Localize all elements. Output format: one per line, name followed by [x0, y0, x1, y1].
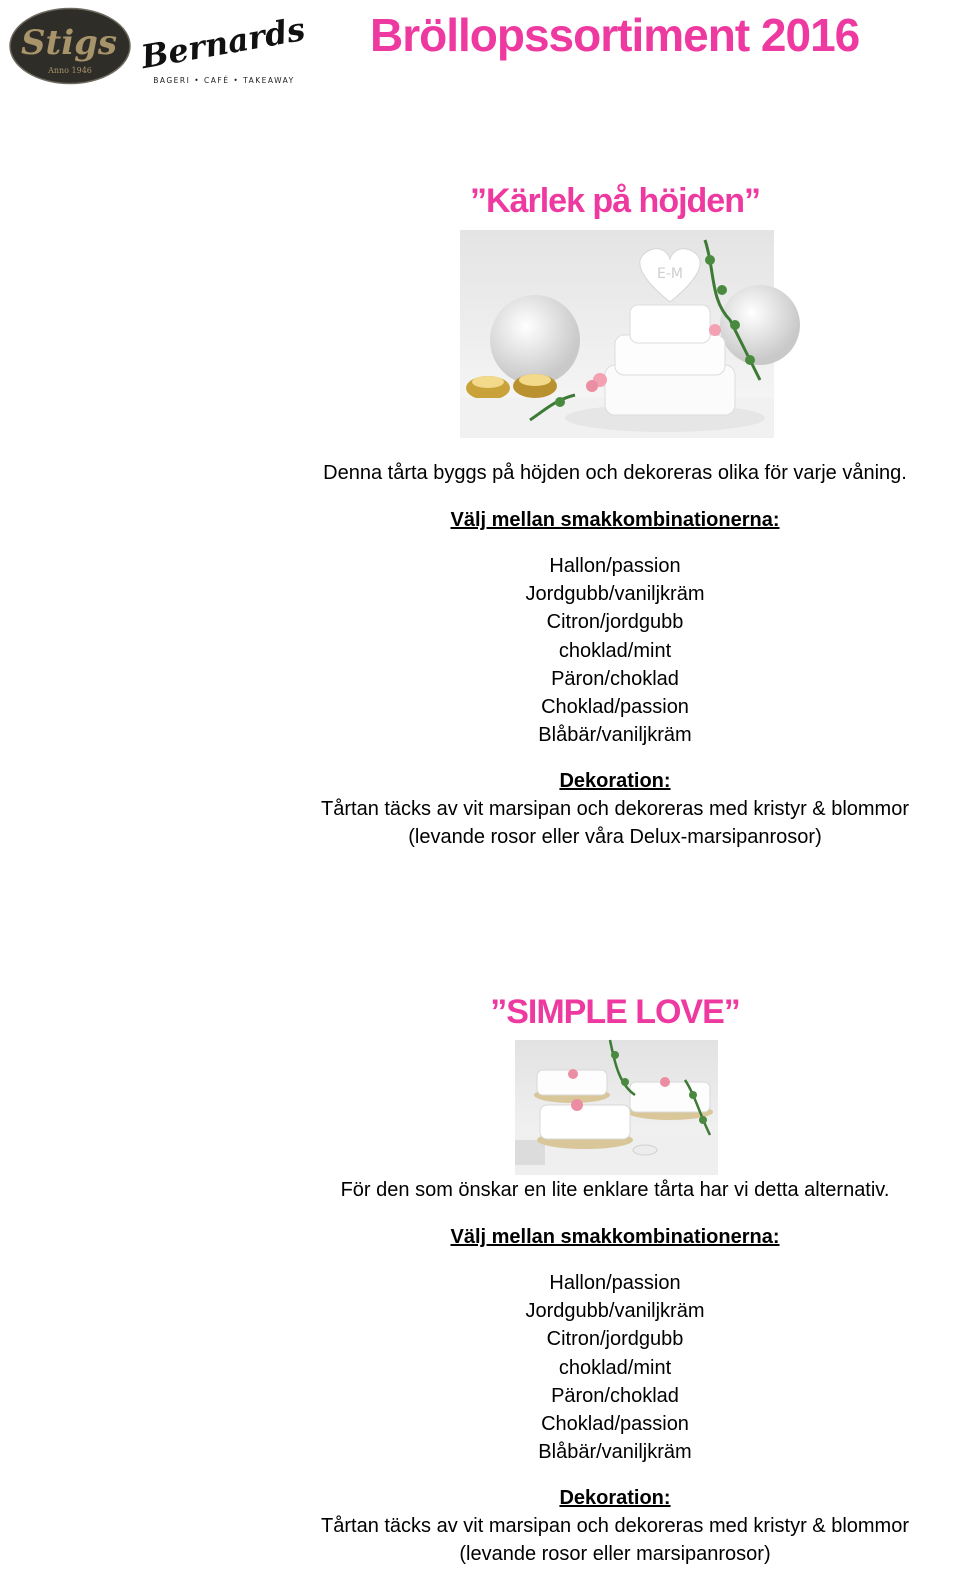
decoration-text: Tårtan täcks av vit marsipan och dekoreras med kristyr & blommor	[321, 798, 909, 820]
tiered-cake-photo	[460, 230, 774, 438]
flavors-heading: Välj mellan smakkombinationerna:	[450, 509, 780, 531]
list-item: Jordgubb/vaniljkräm	[525, 583, 705, 606]
flavor-list	[280, 552, 950, 749]
list-item: Jordgubb/vaniljkräm	[525, 1300, 705, 1323]
flavors-heading: Välj mellan smakkombinationerna:	[450, 1226, 780, 1248]
list-item: Citron/jordgubb	[546, 611, 684, 634]
list-item: Päron/choklad	[551, 667, 679, 690]
list-item: Choklad/passion	[541, 1413, 689, 1436]
section-description: Denna tårta byggs på höjden och dekoreras olika för varje våning.	[323, 462, 907, 484]
list-item: Citron/jordgubb	[546, 1328, 684, 1351]
flavor-list	[280, 1269, 950, 1466]
list-item: choklad/mint	[558, 1356, 672, 1379]
list-item: Choklad/passion	[541, 696, 689, 719]
list-item: Blåbär/vaniljkräm	[538, 724, 692, 747]
svg-text:E-M: E-M	[657, 266, 683, 282]
svg-text:Bernards: Bernards	[138, 9, 308, 77]
list-item: Blåbär/vaniljkräm	[538, 1441, 692, 1464]
svg-text:BAGERI • CAFÉ • TAKEAWAY: BAGERI • CAFÉ • TAKEAWAY	[153, 76, 295, 85]
decoration-text: Tårtan täcks av vit marsipan och dekoreras med kristyr & blommor	[321, 1515, 909, 1537]
decoration-note: (levande rosor eller våra Delux-marsipanrosor)	[408, 826, 822, 848]
section-title-simple-love: ”SIMPLE LOVE”	[490, 993, 740, 1031]
list-item: choklad/mint	[558, 639, 672, 662]
page-title: Bröllopssortiment 2016	[370, 9, 860, 61]
list-item: Hallon/passion	[549, 1272, 681, 1294]
section-description: För den som önskar en lite enklare tårta har vi detta alternativ.	[340, 1179, 890, 1201]
section-title-karlek: ”Kärlek på höjden”	[470, 182, 760, 220]
decoration-heading: Dekoration:	[559, 1487, 671, 1509]
list-item: Päron/choklad	[551, 1384, 679, 1407]
bernards-logo	[138, 8, 308, 88]
svg-text:Stigs: Stigs	[20, 23, 118, 63]
stigs-logo	[9, 7, 131, 85]
list-item: Hallon/passion	[549, 555, 681, 577]
simple-cakes-photo	[515, 1040, 718, 1175]
svg-text:Anno 1946: Anno 1946	[48, 66, 92, 75]
decoration-heading: Dekoration:	[559, 770, 671, 792]
decoration-note: (levande rosor eller marsipanrosor)	[459, 1543, 771, 1565]
